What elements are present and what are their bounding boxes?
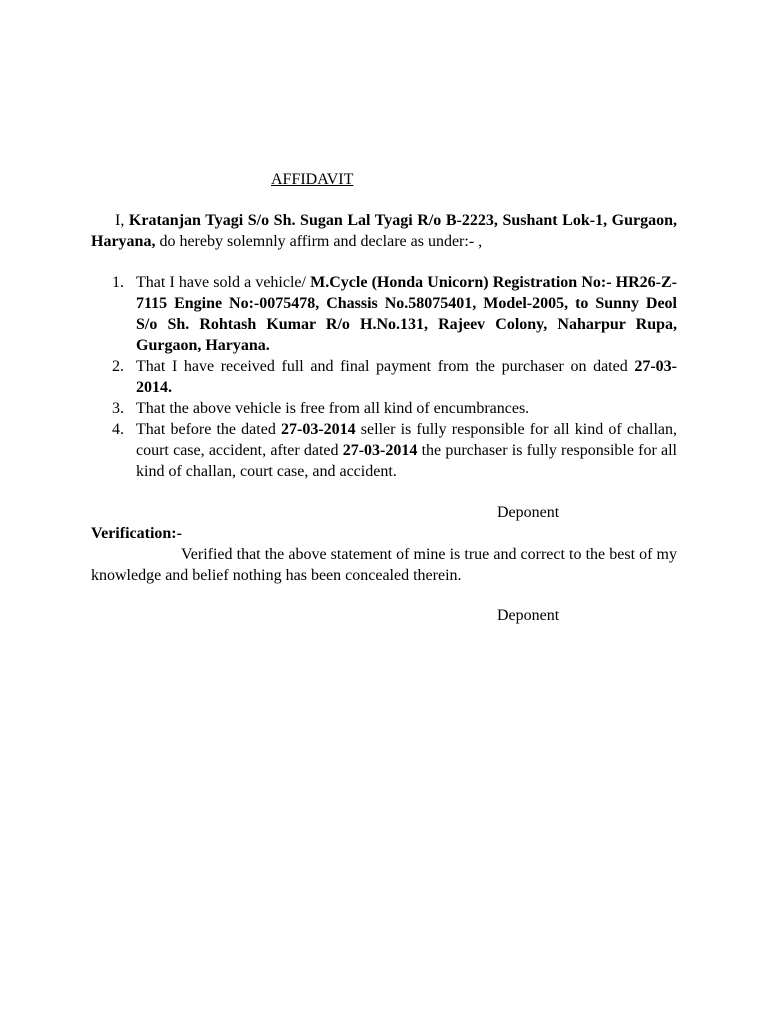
document-title: AFFIDAVIT xyxy=(271,171,354,188)
transfer-date: 27-03-2014 xyxy=(280,421,356,438)
item-text: That the above vehicle is free from all kind of encumbrances. xyxy=(136,400,530,417)
item-number: 4. xyxy=(112,421,124,438)
intro-paragraph xyxy=(91,210,677,252)
item-text: That I have received full and final payment from the purchaser on dated xyxy=(136,358,635,375)
item-text: seller is fully responsible for all kind of challan, court case, accident, after dated xyxy=(136,421,678,459)
transfer-date: 27-03-2014 xyxy=(342,442,418,459)
item-text: That I have sold a vehicle/ xyxy=(136,274,311,291)
item-number: 2. xyxy=(112,358,124,375)
verification-heading: Verification:- xyxy=(91,525,182,542)
verification-text: Verified that the above statement of mine is true and correct to the best of my knowledge and belief nothing has been concealed therein. xyxy=(91,546,677,584)
list-item xyxy=(91,356,677,398)
list-item xyxy=(91,419,677,482)
declaration-list xyxy=(91,272,677,482)
item-text: That before the dated xyxy=(136,421,281,438)
vehicle-details: M.Cycle (Honda Unicorn) Registration No:- HR26-Z-7115 Engine No:-0075478, Chassis No.58075401, Model-2005, to Sunny Deol S/o Sh. Rohtash Kumar R/o H.No.131, Rajeev Colony, Naharpur Rupa, Gurgaon, Haryana. xyxy=(136,274,678,354)
deponent-signature-label: Deponent xyxy=(497,504,560,521)
item-number: 3. xyxy=(112,400,124,417)
deponent-details: Kratanjan Tyagi S/o Sh. Sugan Lal Tyagi R/o B-2223, Sushant Lok-1, Gurgaon, Haryana, xyxy=(91,212,678,250)
item-text: the purchaser is fully responsible for all kind of challan, court case, and accident. xyxy=(136,442,677,480)
item-number: 1. xyxy=(112,274,124,291)
deponent-signature-label: Deponent xyxy=(497,607,560,624)
intro-lead: I, xyxy=(115,212,129,229)
intro-declaration: do hereby solemnly affirm and declare as under:- , xyxy=(155,233,483,250)
payment-date: 27-03-2014. xyxy=(136,358,677,396)
list-item xyxy=(91,398,677,419)
list-item xyxy=(91,272,677,356)
